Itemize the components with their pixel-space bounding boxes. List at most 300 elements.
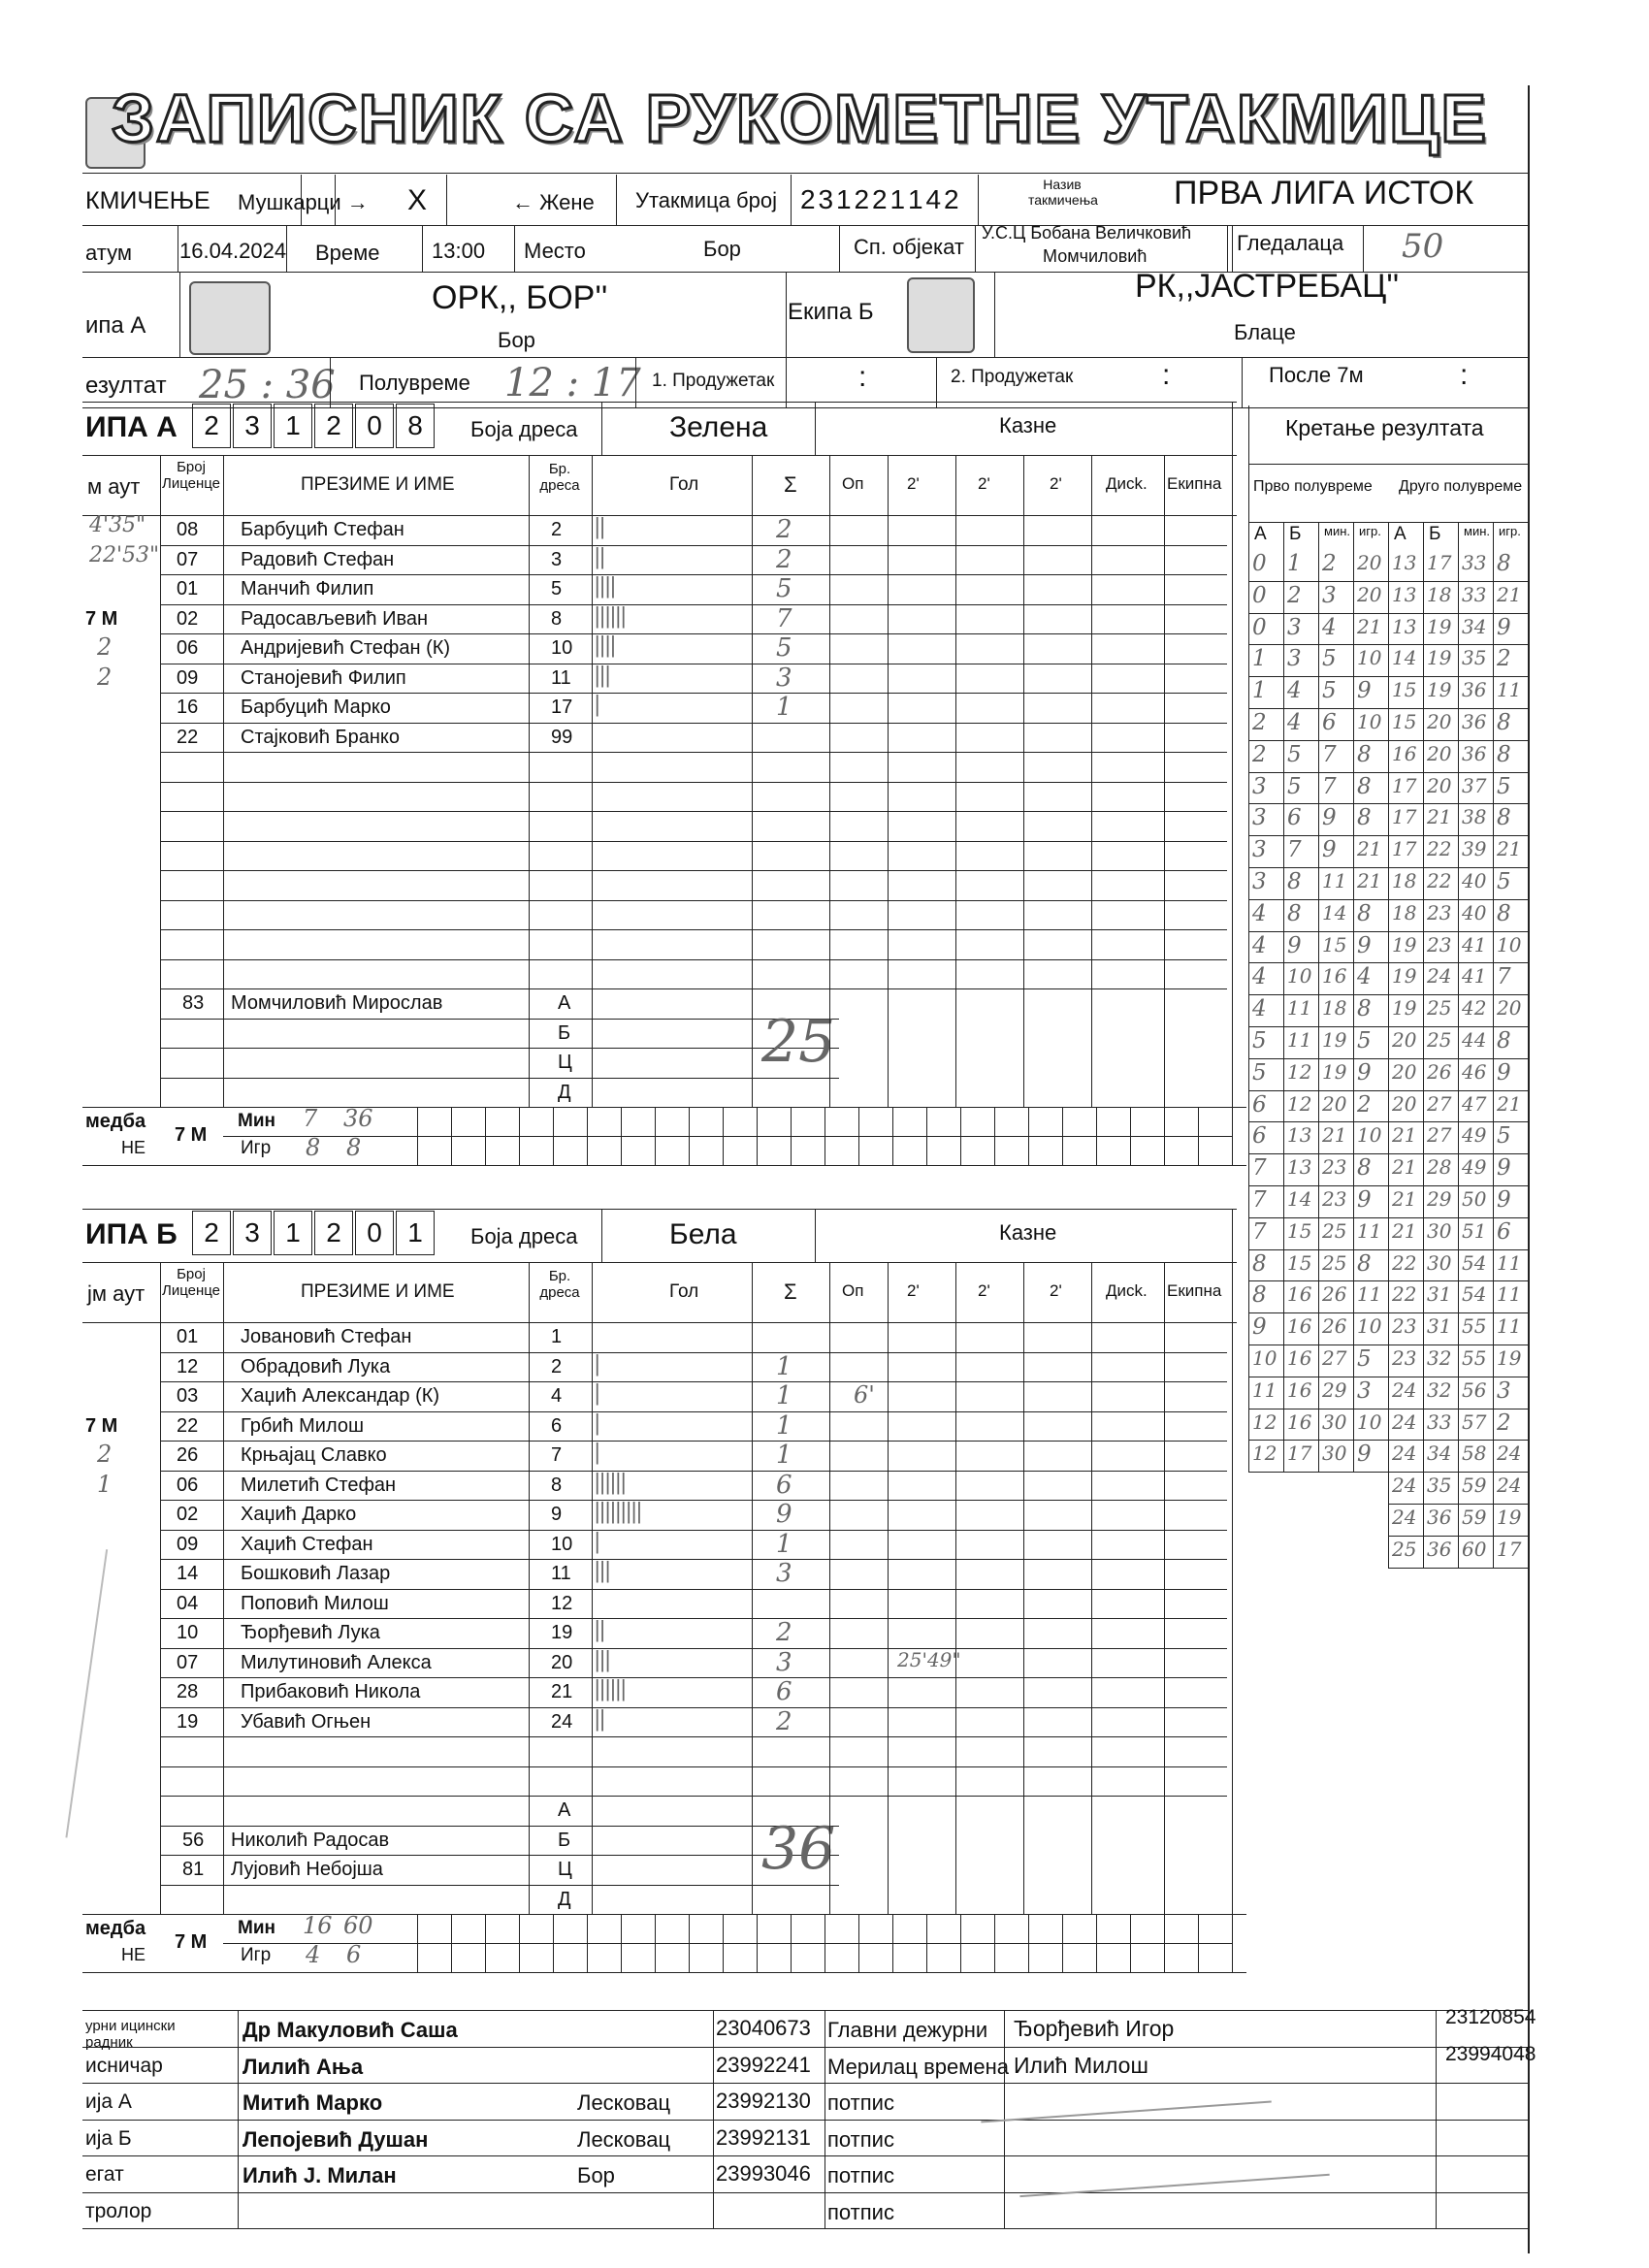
official-role2: потпис — [827, 2199, 894, 2224]
progress-cell: 23 — [1392, 1346, 1417, 1370]
progress-cell: 59 — [1462, 1506, 1487, 1529]
rule — [82, 2010, 1528, 2011]
progress-cell: 7 — [1322, 773, 1337, 799]
match-no-digit: 1 — [889, 184, 906, 214]
progress-cell: 25 — [1427, 1028, 1452, 1052]
team-b-pen-col: 2' — [978, 1281, 990, 1300]
progress-cell: 5 — [1287, 741, 1302, 767]
rule — [422, 225, 423, 272]
team-a-player-license: 06 — [177, 637, 199, 659]
official-name: Илић J. Милан — [242, 2163, 397, 2187]
team-a-label: ИПА А — [85, 411, 178, 443]
official-name2: Илић Милош — [1014, 2052, 1148, 2078]
rule — [160, 633, 1227, 634]
official-role: исничар — [85, 2054, 163, 2077]
progress-col: А — [1254, 524, 1267, 544]
team-b-sum-label: Σ — [784, 1280, 797, 1304]
progress-cell: 13 — [1392, 582, 1417, 606]
team-a-player-name: Андријевић Стефан (К) — [241, 637, 451, 659]
progress-cell: 1 — [1287, 551, 1302, 576]
team-b-player-name: Хаџић Александар (К) — [241, 1385, 440, 1407]
progress-cell: 27 — [1427, 1123, 1452, 1148]
competition-name: ПРВА ЛИГА ИСТОК — [1174, 175, 1474, 211]
progress-cell: 9 — [1357, 678, 1372, 704]
team-a-player-sum: 5 — [776, 633, 792, 663]
progress-cell: 2 — [1252, 710, 1267, 735]
rule — [1232, 1914, 1233, 1972]
team-a-player-goals: |||| — [594, 633, 615, 658]
team-b-player-license: 02 — [177, 1504, 199, 1525]
team-b-player-goals: | — [594, 1529, 599, 1554]
rule — [160, 1048, 839, 1049]
ot1-label: 1. Продужетак — [652, 371, 775, 391]
progress-cell: 18 — [1392, 900, 1417, 924]
progress-cell: 25 — [1322, 1250, 1347, 1275]
team-b-player-goals: || — [594, 1618, 604, 1642]
team-b-side-7m: 7 М — [85, 1414, 118, 1437]
team-b-player-name: Милетић Стефан — [241, 1474, 397, 1496]
official-role: ија Б — [85, 2126, 132, 2150]
official-name: Лилић Ања — [242, 2054, 364, 2079]
official-city: Бор — [577, 2163, 615, 2187]
official-name: Митић Марко — [242, 2090, 383, 2115]
progress-cell: 22 — [1427, 837, 1452, 861]
team-a-player-goals: |||||| — [594, 603, 626, 629]
official-role2: потпис — [827, 2090, 894, 2115]
team-a-code-digit: 0 — [355, 404, 394, 448]
team-b-player-goals: |||||| — [594, 1677, 626, 1701]
progress-col: игр. — [1499, 524, 1521, 538]
team-b-pen-col: 2' — [1050, 1281, 1062, 1300]
team-b-player-jersey: 12 — [551, 1592, 573, 1614]
progress-cell: 21 — [1322, 1123, 1347, 1148]
rule — [160, 752, 1227, 753]
rule — [160, 1019, 839, 1020]
spectators-label: Гледалаца — [1237, 231, 1344, 255]
team-b-code-digit: 1 — [396, 1211, 435, 1255]
progress-cell: 15 — [1287, 1250, 1312, 1275]
team-b-player-sum: 6 — [776, 1677, 792, 1706]
rule — [160, 455, 161, 1107]
progress-cell: 13 — [1287, 1155, 1312, 1180]
rule — [160, 900, 1227, 901]
team-b-player-sum: 6 — [776, 1470, 792, 1500]
rule — [160, 1707, 1227, 1708]
team-b-player-jersey: 1 — [551, 1326, 563, 1347]
team-a-timeout-val: 4'35" — [89, 513, 146, 537]
team-b-code-digit: 1 — [274, 1211, 312, 1255]
rule — [1388, 522, 1389, 1568]
team-b-player-jersey: 10 — [551, 1533, 573, 1555]
team-b-pen-note: 25'49" — [897, 1647, 961, 1671]
rule — [791, 175, 792, 225]
progress-cell: 58 — [1462, 1442, 1487, 1466]
progress-cell: 30 — [1322, 1442, 1347, 1466]
team-b-player-sum: 1 — [776, 1410, 792, 1441]
team-a-code-digit: 8 — [396, 404, 435, 448]
progress-cell: 6 — [1497, 1218, 1511, 1245]
team-a-player-license: 16 — [177, 697, 199, 718]
progress-cell: 9 — [1497, 1187, 1511, 1213]
rule — [529, 1262, 530, 1914]
progress-cell: 7 — [1322, 741, 1337, 767]
team-b-pen-note: 6' — [854, 1381, 875, 1409]
team-b-player-sum: 1 — [776, 1529, 792, 1559]
team-a-jersey-color: Зелена — [669, 411, 768, 443]
team-a-player-goals: |||| — [594, 574, 615, 599]
team-a-goal-label: Гол — [669, 474, 699, 495]
team-b-foot-ne: НЕ — [121, 1945, 146, 1964]
progress-cell: 2 — [1287, 582, 1302, 608]
progress-cell: 19 — [1392, 996, 1417, 1021]
team-a-side-7m: 7 М — [85, 607, 118, 630]
progress-cell: 17 — [1392, 805, 1417, 829]
progress-cell: 9 — [1357, 1442, 1372, 1468]
rule — [301, 175, 302, 225]
team-b-pen-col: Дисk. — [1106, 1281, 1148, 1300]
first-half-label: Прво полувреме — [1253, 478, 1373, 495]
progress-cell: 16 — [1287, 1314, 1312, 1339]
team-a-pen-col: 2' — [907, 474, 920, 493]
progress-cell: 27 — [1322, 1346, 1347, 1370]
rule — [82, 402, 1237, 403]
progress-cell: 9 — [1357, 1059, 1372, 1085]
progress-cell: 22 — [1392, 1282, 1417, 1307]
competition-name-label: Назив такмичења — [1028, 177, 1098, 208]
team-a-player-jersey: 2 — [551, 519, 563, 540]
match-no-digit: 3 — [818, 184, 834, 214]
match-no-digit: 2 — [872, 184, 888, 214]
team-b-side-val: 1 — [97, 1470, 113, 1498]
rule — [160, 1530, 1227, 1531]
progress-cell: 20 — [1497, 996, 1522, 1021]
team-b-foot-label: медба — [85, 1918, 146, 1939]
team-a-player-jersey: 3 — [551, 548, 563, 570]
team-b-player-license: 10 — [177, 1622, 199, 1643]
team-b-player-license: 07 — [177, 1651, 199, 1673]
men-label: Мушкарци → — [238, 190, 369, 214]
team-b-player-name: Обрадовић Лука — [241, 1355, 391, 1377]
page-title: ЗАПИСНИК СА РУКОМЕТНЕ УТАКМИЦЕ — [112, 81, 1489, 156]
progress-cell: 24 — [1392, 1409, 1417, 1434]
rule — [786, 357, 787, 407]
rule — [786, 272, 787, 357]
progress-cell: 7 — [1497, 964, 1511, 990]
rule — [82, 2120, 1528, 2121]
team-a-pen-col: Дисk. — [1106, 474, 1148, 493]
progress-cell: 3 — [1497, 1377, 1511, 1404]
rule — [1248, 405, 1249, 522]
team-a-player-goals: ||| — [594, 663, 610, 688]
halftime-value: 12 : 17 — [504, 361, 641, 405]
rule — [82, 2192, 1528, 2193]
progress-cell: 29 — [1427, 1187, 1452, 1211]
official-role2: потпис — [827, 2126, 894, 2152]
progress-cell: 34 — [1427, 1442, 1452, 1466]
rule — [955, 455, 956, 1107]
progress-cell: 49 — [1462, 1155, 1487, 1180]
team-a-player-name: Стајковић Бранко — [241, 726, 401, 748]
ot2-value: : — [1162, 359, 1171, 391]
progress-cell: 7 — [1252, 1187, 1267, 1213]
progress-cell: 16 — [1287, 1377, 1312, 1402]
progress-cell: 7 — [1252, 1155, 1267, 1182]
rule — [330, 357, 331, 407]
rule — [160, 870, 1227, 871]
team-a-player-license: 09 — [177, 666, 199, 689]
rule — [1423, 522, 1424, 1568]
progress-cell: 34 — [1462, 614, 1487, 638]
progress-cell: 4 — [1287, 678, 1302, 704]
team-a-pen-col: 2' — [978, 474, 990, 493]
progress-cell: 17 — [1392, 773, 1417, 797]
team-b-official-mark: Б — [558, 1829, 571, 1851]
progress-cell: 19 — [1392, 964, 1417, 988]
rule — [82, 1107, 1246, 1108]
official-city: Лесковац — [577, 2090, 671, 2115]
progress-cell: 57 — [1462, 1409, 1487, 1434]
progress-cell: 6 — [1287, 805, 1302, 831]
progress-cell: 4 — [1252, 932, 1267, 958]
official-name2: Ђорђевић Игор — [1014, 2016, 1175, 2041]
rule — [1023, 1262, 1024, 1914]
progress-cell: 11 — [1357, 1282, 1382, 1307]
team-b-player-jersey: 20 — [551, 1651, 573, 1673]
team-b-player-name: Јовановић Стефан — [241, 1326, 412, 1347]
team-a-official-mark: А — [558, 992, 571, 1014]
rule — [1353, 522, 1354, 1472]
team-a-player-name: Манчић Филип — [241, 578, 374, 599]
team-b-official-name: Лујовић Небојша — [231, 1859, 383, 1880]
progress-cell: 1 — [1252, 646, 1267, 672]
team-b-player-name: Хаџић Стефан — [241, 1533, 373, 1555]
progress-col: игр. — [1359, 524, 1381, 538]
progress-cell: 20 — [1392, 1091, 1417, 1116]
progress-cell: 35 — [1427, 1474, 1452, 1498]
team-a-player-sum: 1 — [776, 693, 792, 722]
rule — [82, 357, 1528, 358]
rule — [592, 1262, 593, 1914]
progress-cell: 24 — [1392, 1474, 1417, 1498]
rule — [713, 2010, 714, 2228]
time-value: 13:00 — [432, 239, 486, 263]
progress-cell: 39 — [1462, 837, 1487, 861]
rule — [888, 1262, 889, 1914]
rule — [514, 225, 515, 272]
progress-cell: 7 — [1287, 837, 1302, 863]
team-a-player-goals: | — [594, 693, 599, 717]
team-a-code-digit: 1 — [274, 404, 312, 448]
team-a-official-mark: Б — [558, 1021, 571, 1044]
progress-cell: 30 — [1427, 1250, 1452, 1275]
progress-cell: 11 — [1322, 869, 1347, 892]
team-b-player-license: 03 — [177, 1385, 199, 1407]
progress-cell: 37 — [1462, 773, 1487, 797]
team-b-name-label: ПРЕЗИМЕ И ИМЕ — [301, 1281, 455, 1302]
progress-cell: 7 — [1252, 1218, 1267, 1245]
progress-cell: 19 — [1497, 1346, 1522, 1370]
progress-cell: 16 — [1287, 1409, 1312, 1434]
venue-line2: Момчиловић — [1043, 246, 1148, 266]
progress-cell: 8 — [1357, 1250, 1372, 1277]
progress-cell: 3 — [1252, 837, 1267, 863]
progress-cell: 8 — [1357, 900, 1372, 926]
progress-cell: 5 — [1322, 678, 1337, 704]
progress-cell: 25 — [1392, 1537, 1417, 1561]
team-b-pen-col: 2' — [907, 1281, 920, 1300]
progress-cell: 23 — [1392, 1314, 1417, 1339]
rule — [82, 2083, 1528, 2084]
team-a-side-val: 2 — [97, 633, 113, 661]
team-a-city: Бор — [498, 328, 535, 352]
team-b-player-goals: || — [594, 1706, 604, 1732]
team-b-total: 36 — [761, 1815, 836, 1883]
progress-cell: 5 — [1497, 773, 1511, 799]
team-b-code-digit: 3 — [233, 1211, 272, 1255]
team-a-total: 25 — [761, 1008, 836, 1076]
progress-cell: 3 — [1287, 614, 1302, 640]
progress-cell: 24 — [1392, 1506, 1417, 1529]
team-a-name: ОРК,, БОР'' — [432, 279, 608, 316]
time-label: Време — [315, 241, 380, 265]
rule — [160, 1885, 839, 1886]
rule — [160, 1766, 1227, 1767]
official-role: ија А — [85, 2090, 132, 2113]
rule — [160, 545, 1227, 546]
progress-cell: 9 — [1287, 932, 1302, 958]
progress-cell: 8 — [1357, 741, 1372, 767]
match-no-digit: 1 — [908, 184, 923, 214]
rule — [1388, 1568, 1528, 1569]
team-b-foot-min-val: 16 — [303, 1912, 333, 1939]
progress-cell: 51 — [1462, 1218, 1487, 1243]
team-b-city: Блаце — [1234, 320, 1296, 344]
team-b-foot-igr-val: 6 — [346, 1941, 362, 1968]
rule — [1318, 522, 1319, 1472]
progress-cell: 10 — [1252, 1346, 1277, 1370]
team-a-player-license: 22 — [177, 726, 199, 748]
rule — [179, 272, 180, 357]
team-a-foot-7m: 7 М — [175, 1124, 208, 1146]
progress-cell: 2 — [1252, 741, 1267, 767]
date-value: 16.04.2024 — [179, 239, 287, 263]
rule — [1248, 522, 1249, 1472]
official-id2: 23994048 — [1445, 2042, 1536, 2065]
team-a-timeout-label: м аут — [87, 474, 141, 499]
progress-cell: 8 — [1287, 900, 1302, 926]
progress-cell: 11 — [1287, 996, 1312, 1021]
team-a-official-name: Момчиловић Мирослав — [231, 992, 443, 1014]
team-a-player-license: 02 — [177, 607, 199, 630]
after7m-label: После 7м — [1269, 363, 1364, 387]
progress-cell: 11 — [1357, 1218, 1382, 1243]
progress-cell: 22 — [1427, 869, 1452, 892]
rule — [286, 225, 287, 272]
rule — [1232, 1262, 1233, 1914]
progress-cell: 18 — [1322, 996, 1347, 1021]
rule — [592, 455, 593, 1107]
rule — [160, 1411, 1227, 1412]
progress-cell: 11 — [1497, 678, 1522, 702]
progress-cell: 30 — [1322, 1409, 1347, 1434]
official-city: Лесковац — [577, 2126, 671, 2152]
official-id: 23992130 — [716, 2089, 811, 2113]
progress-cell: 14 — [1322, 900, 1347, 924]
team-b-player-jersey: 24 — [551, 1710, 573, 1733]
progress-cell: 19 — [1497, 1506, 1522, 1529]
rule — [160, 1078, 839, 1079]
match-no-digit: 4 — [925, 184, 942, 214]
team-b-player-sum: 3 — [776, 1647, 792, 1677]
rule — [160, 1736, 1227, 1737]
after7m-value: : — [1460, 359, 1469, 391]
team-a-player-name: Станојевић Филип — [241, 666, 406, 689]
team-a-foot-min: Мин — [238, 1111, 275, 1131]
team-b-code-digit: 0 — [355, 1211, 394, 1255]
official-role: егат — [85, 2163, 124, 2186]
progress-cell: 3 — [1287, 646, 1302, 672]
rule — [82, 225, 1528, 226]
progress-cell: 50 — [1462, 1187, 1487, 1211]
rule — [160, 959, 1227, 960]
progress-cell: 21 — [1392, 1123, 1417, 1148]
team-a-name-label: ПРЕЗИМЕ И ИМЕ — [301, 474, 455, 495]
rule — [839, 225, 840, 272]
team-a-license-label: Број Лиценце — [161, 459, 221, 492]
progress-cell: 32 — [1427, 1377, 1452, 1402]
progress-cell: 20 — [1427, 773, 1452, 797]
team-a-official-mark: Д — [558, 1081, 571, 1103]
progress-cell: 8 — [1357, 805, 1372, 831]
team-b-player-name: Милутиновић Алекса — [241, 1651, 432, 1673]
progress-cell: 1 — [1252, 678, 1267, 704]
team-a-pen-col: Екипна — [1167, 474, 1222, 493]
progress-cell: 20 — [1357, 582, 1382, 606]
progress-cell: 19 — [1392, 932, 1417, 956]
progress-cell: 20 — [1427, 710, 1452, 733]
progress-cell: 21 — [1392, 1218, 1417, 1243]
team-b-official-mark: Ц — [558, 1859, 572, 1880]
progress-cell: 20 — [1392, 1059, 1417, 1084]
team-b-goal-label: Гол — [669, 1281, 699, 1302]
team-a-foot-ne: НЕ — [121, 1138, 146, 1157]
team-b-player-goals: |||||| — [594, 1470, 626, 1495]
rule — [1242, 357, 1243, 407]
progress-cell: 5 — [1497, 869, 1511, 894]
progress-col: Б — [1289, 524, 1302, 544]
team-b-foot-igr-val: 4 — [306, 1941, 321, 1968]
progress-cell: 12 — [1287, 1091, 1312, 1116]
team-b-player-name: Убавић Огњен — [241, 1710, 372, 1733]
team-a-pen-col: Оп — [842, 474, 864, 493]
rule — [335, 175, 336, 225]
team-b-name: РК,,ЈАСТРЕБАЦ'' — [1135, 268, 1400, 305]
team-a-foot-min-val: 36 — [343, 1105, 373, 1132]
progress-cell: 9 — [1322, 837, 1337, 863]
progress-cell: 21 — [1497, 1091, 1522, 1116]
progress-cell: 14 — [1392, 646, 1417, 670]
progress-cell: 24 — [1497, 1442, 1522, 1466]
rule — [1232, 402, 1233, 455]
rule — [1528, 522, 1529, 1568]
progress-cell: 2 — [1497, 646, 1511, 672]
official-id: 23993046 — [716, 2161, 811, 2186]
place-value: Бор — [703, 237, 741, 261]
match-no-digit: 2 — [800, 184, 816, 214]
team-b-jersey-color: Бела — [669, 1218, 737, 1250]
rule — [994, 272, 995, 357]
progress-cell: 10 — [1357, 710, 1382, 733]
